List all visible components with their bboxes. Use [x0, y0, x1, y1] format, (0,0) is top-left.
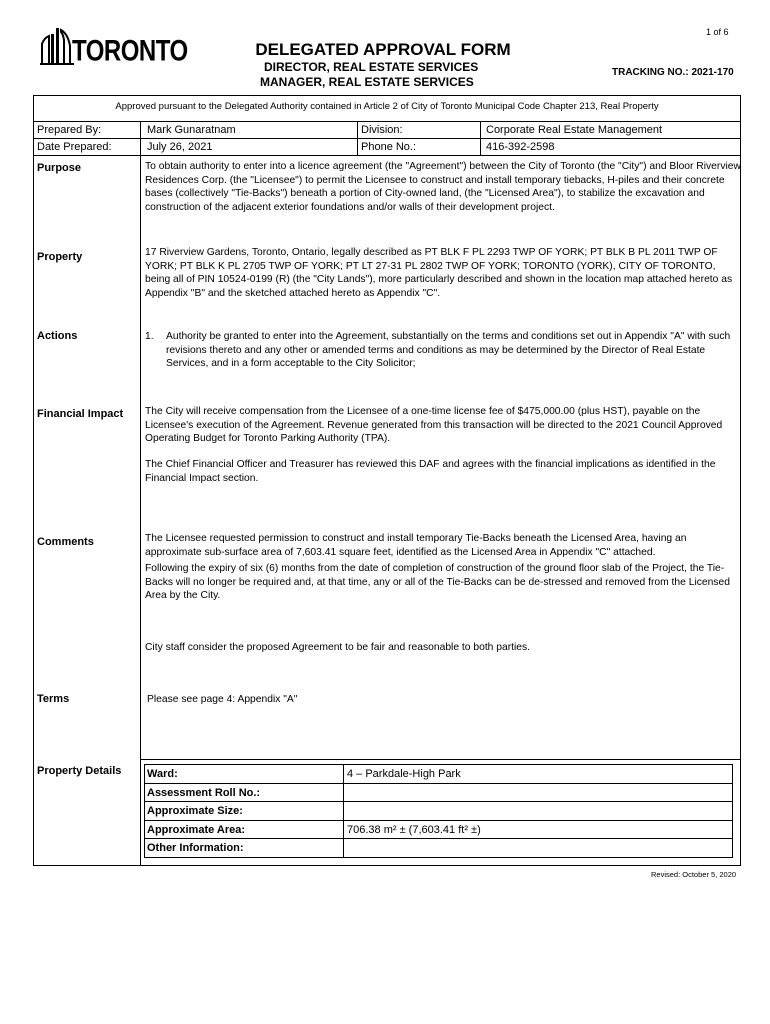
logo-text: TORONTO: [72, 34, 188, 68]
date-prepared-value: July 26, 2021: [147, 141, 213, 153]
approximate-area-label: Approximate Area:: [147, 823, 246, 836]
phone-value: 416-392-2598: [486, 141, 555, 153]
assessment-roll-label: Assessment Roll No.:: [147, 786, 261, 799]
label-column-divider: [140, 121, 141, 866]
tracking-number: TRACKING NO.: 2021-170: [612, 67, 734, 78]
prepared-by-value: Mark Gunaratnam: [147, 124, 236, 136]
property-text: 17 Riverview Gardens, Toronto, Ontario, legally described as PT BLK F PL 2293 TWP OF YORK; PT BLK B PL 2011 TWP OF YORK; PT BLK K PL 2705 TWP OF YORK; PT LT 27-31 PL 2802 TWP OF YORK; TORONTO (YORK), CITY OF TORONTO, being all of PIN 10524-0199 (R) (the "City Lands"), more particularly described and shown in the location map attached hereto as Appendix "B" and the sketched attached hereto as Appendix "C".: [145, 247, 733, 299]
actions-item-number: 1.: [145, 331, 154, 342]
divider: [140, 759, 741, 760]
financial-impact-text: The City will receive compensation from the Licensee of a one-time license fee of $475,000.00 (plus HST), payable on the Licensee's execution of the Agreement. Revenue generated from this transaction will be directed to the 2021 Council Approved Operating Budget for Toronto Parking Authority (TPA).: [145, 406, 723, 444]
table-row: [145, 839, 732, 858]
table-row: [145, 802, 732, 821]
division-value: Corporate Real Estate Management: [486, 124, 663, 136]
comments-label: Comments: [37, 536, 94, 548]
approximate-size-label: Approximate Size:: [147, 805, 243, 817]
approximate-area-value: 706.38 m² ± (7,603.41 ft² ±): [347, 823, 481, 836]
table-row: [145, 765, 732, 784]
comments-fairness-text: City staff consider the proposed Agreement to be fair and reasonable to both parties.: [145, 642, 531, 653]
comments-expiry-text: Following the expiry of six (6) months from the date of completion of construction of the ground floor slab of the Project, the Tie-Backs will no longer be required and, at that time, any or all of the Tie-Backs can be de-stressed and removed from the Licensed Area by the City.: [145, 563, 730, 601]
subtitle-director: DIRECTOR, REAL ESTATE SERVICES: [264, 60, 479, 74]
divider: [480, 121, 481, 155]
property-details-table: [144, 764, 733, 858]
form-title: DELEGATED APPROVAL FORM: [255, 40, 511, 59]
phone-label: Phone No.:: [361, 141, 417, 153]
purpose-label: Purpose: [37, 162, 82, 174]
other-information-label: Other Information:: [147, 842, 244, 854]
table-row: [145, 821, 732, 840]
property-details-label: Property Details: [37, 765, 122, 777]
ward-value: 4 – Parkdale-High Park: [347, 768, 461, 780]
terms-label: Terms: [37, 693, 70, 705]
ward-label: Ward:: [147, 768, 178, 780]
subtitle-manager: MANAGER, REAL ESTATE SERVICES: [260, 75, 474, 89]
approved-note: Approved pursuant to the Delegated Authority contained in Article 2 of City of Toronto Municipal Code Chapter 213, Real Property: [115, 101, 659, 112]
table-row: [145, 784, 732, 803]
financial-impact-review-text: The Chief Financial Officer and Treasurer has reviewed this DAF and agrees with the financial implications as identified in the Financial Impact section.: [145, 459, 716, 484]
prepared-by-label: Prepared By:: [37, 124, 102, 136]
property-label: Property: [37, 251, 83, 263]
terms-text: Please see page 4: Appendix "A": [147, 694, 298, 705]
comments-text: The Licensee requested permission to construct and install temporary Tie-Backs beneath the Licensed Area, having an approximate sub-surface area of 7,603.41 square feet, identified as the Licensed Area in Appendix "C" attached.: [145, 533, 687, 558]
revised-date: Revised: October 5, 2020: [651, 870, 737, 879]
division-label: Division:: [361, 124, 403, 136]
purpose-text: To obtain authority to enter into a licence agreement (the "Agreement") between the City of Toronto (the "City") and Bloor Riverview Residences Corp. (the "Licensee") to permit the Licensee to construct and install temporary tiebacks, H-piles and their concrete bases (collectively "Tie-Backs") beneath a portion of City-owned land, (the "Licensed Area"), to stabilize the excavation and construction of the adjacent exterior foundations and/or walls of their development project.: [145, 161, 741, 213]
page-number: 1 of 6: [706, 27, 729, 37]
date-prepared-label: Date Prepared:: [37, 141, 112, 153]
actions-item-text: Authority be granted to enter into the Agreement, substantially on the terms and conditions set out in Appendix "A" with such revisions thereto and any other or amended terms and conditions as may be determined by the Director of Real Estate Services, and in a form acceptable to the City Solicitor;: [166, 331, 731, 369]
actions-label: Actions: [37, 330, 78, 342]
divider: [357, 121, 358, 155]
financial-impact-label: Financial Impact: [37, 408, 124, 420]
